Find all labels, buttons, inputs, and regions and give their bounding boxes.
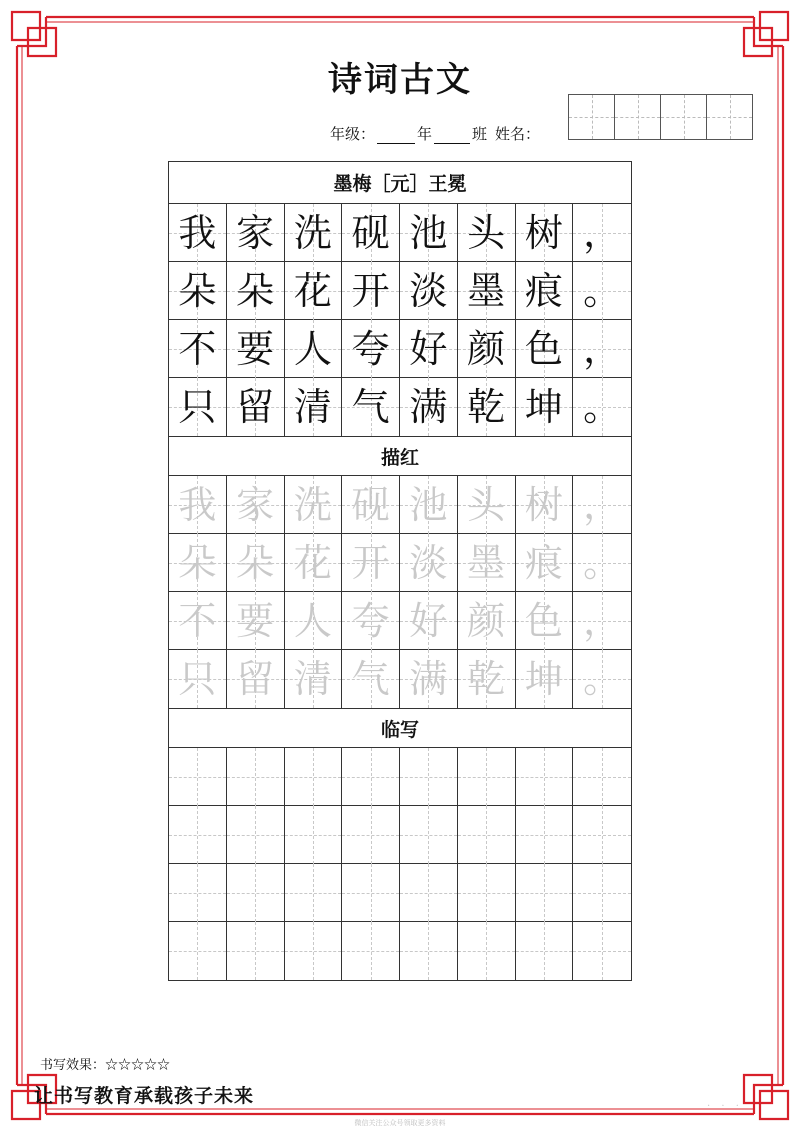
tianzige-cell bbox=[342, 534, 400, 592]
tianzige-cell bbox=[573, 262, 631, 320]
class-blank[interactable] bbox=[434, 130, 470, 144]
decor-dots: · · · bbox=[707, 1101, 743, 1112]
tianzige-cell[interactable] bbox=[573, 748, 631, 806]
tianzige-cell bbox=[169, 592, 227, 650]
copy-grid[interactable] bbox=[169, 748, 631, 980]
tianzige-cell bbox=[400, 262, 458, 320]
character: 。 bbox=[583, 657, 622, 701]
tianzige-cell bbox=[516, 476, 574, 534]
tianzige-cell[interactable] bbox=[516, 864, 574, 922]
character: 墨 bbox=[467, 541, 506, 585]
tianzige-cell bbox=[516, 650, 574, 708]
tianzige-cell bbox=[342, 262, 400, 320]
character: ， bbox=[583, 211, 622, 255]
tianzige-cell[interactable] bbox=[573, 922, 631, 980]
tianzige-cell bbox=[285, 650, 343, 708]
character: 我 bbox=[178, 211, 217, 255]
character: 只 bbox=[178, 385, 217, 429]
student-info-row bbox=[330, 123, 540, 144]
tianzige-cell bbox=[285, 534, 343, 592]
character: 洗 bbox=[293, 483, 332, 527]
tianzige-cell bbox=[516, 262, 574, 320]
grid-row bbox=[169, 864, 631, 922]
character: 朵 bbox=[236, 541, 275, 585]
grid-row bbox=[169, 378, 631, 436]
tianzige-cell bbox=[458, 320, 516, 378]
grid-row bbox=[169, 204, 631, 262]
tianzige-cell[interactable] bbox=[573, 806, 631, 864]
tianzige-cell bbox=[342, 378, 400, 436]
character: 砚 bbox=[351, 483, 390, 527]
tianzige-cell[interactable] bbox=[342, 864, 400, 922]
tianzige-cell bbox=[227, 262, 285, 320]
tianzige-cell[interactable] bbox=[342, 806, 400, 864]
tianzige-cell bbox=[458, 592, 516, 650]
grade-label: 年级： bbox=[330, 125, 376, 143]
character: 气 bbox=[351, 385, 390, 429]
character: 乾 bbox=[467, 385, 506, 429]
tianzige-cell bbox=[400, 476, 458, 534]
tianzige-cell[interactable] bbox=[285, 864, 343, 922]
character: 。 bbox=[583, 541, 622, 585]
character: 夸 bbox=[351, 327, 390, 371]
character: 砚 bbox=[351, 211, 390, 255]
tianzige-cell[interactable] bbox=[285, 748, 343, 806]
character: 家 bbox=[236, 483, 275, 527]
tianzige-cell bbox=[169, 534, 227, 592]
character: 清 bbox=[293, 385, 332, 429]
tianzige-cell bbox=[400, 204, 458, 262]
practice-sheet bbox=[168, 161, 632, 981]
character: 开 bbox=[351, 541, 390, 585]
character: 池 bbox=[409, 211, 448, 255]
tianzige-cell[interactable] bbox=[458, 806, 516, 864]
tianzige-cell bbox=[516, 204, 574, 262]
tianzige-cell bbox=[516, 378, 574, 436]
tianzige-cell bbox=[400, 378, 458, 436]
character: 乾 bbox=[467, 657, 506, 701]
tianzige-cell[interactable] bbox=[458, 864, 516, 922]
tianzige-cell bbox=[573, 534, 631, 592]
tianzige-cell bbox=[400, 592, 458, 650]
tianzige-cell[interactable] bbox=[169, 806, 227, 864]
tianzige-cell bbox=[400, 320, 458, 378]
tianzige-cell bbox=[342, 204, 400, 262]
character: 淡 bbox=[409, 269, 448, 313]
tianzige-cell bbox=[400, 534, 458, 592]
poem-grid bbox=[169, 204, 631, 436]
grid-row bbox=[169, 262, 631, 320]
tianzige-cell[interactable] bbox=[573, 864, 631, 922]
tianzige-cell[interactable] bbox=[169, 748, 227, 806]
tianzige-cell[interactable] bbox=[516, 922, 574, 980]
tianzige-cell bbox=[169, 320, 227, 378]
page-title: 诗词古文 bbox=[328, 60, 472, 100]
grid-row bbox=[169, 320, 631, 378]
rating-text: 书写效果：☆☆☆☆☆ bbox=[40, 1058, 171, 1073]
copy-header: 临写 bbox=[169, 708, 631, 748]
tianzige-cell bbox=[516, 534, 574, 592]
tianzige-cell bbox=[227, 650, 285, 708]
character: 人 bbox=[293, 599, 332, 643]
grade-year-blank[interactable] bbox=[377, 130, 415, 144]
character: 坤 bbox=[524, 657, 563, 701]
character: 要 bbox=[236, 599, 275, 643]
tianzige-cell bbox=[516, 592, 574, 650]
tianzige-cell bbox=[285, 262, 343, 320]
character: 头 bbox=[467, 483, 506, 527]
tianzige-cell bbox=[285, 378, 343, 436]
slogan-text: 让书写教育承载孩子未来 bbox=[34, 1085, 255, 1107]
tianzige-cell bbox=[458, 262, 516, 320]
character: 留 bbox=[236, 657, 275, 701]
class-suffix: 班 bbox=[472, 125, 488, 143]
grid-row bbox=[169, 650, 631, 708]
character: ， bbox=[583, 483, 622, 527]
character: 朵 bbox=[236, 269, 275, 313]
character: 好 bbox=[409, 599, 448, 643]
tianzige-cell[interactable] bbox=[400, 748, 458, 806]
name-cell[interactable] bbox=[706, 94, 753, 140]
tianzige-cell[interactable] bbox=[400, 922, 458, 980]
character: 留 bbox=[236, 385, 275, 429]
tianzige-cell bbox=[458, 650, 516, 708]
character: ， bbox=[583, 599, 622, 643]
character: 颜 bbox=[467, 327, 506, 371]
tianzige-cell[interactable] bbox=[516, 806, 574, 864]
character: 淡 bbox=[409, 541, 448, 585]
tianzige-cell bbox=[227, 592, 285, 650]
tianzige-cell[interactable] bbox=[169, 922, 227, 980]
character: 墨 bbox=[467, 269, 506, 313]
trace-header: 描红 bbox=[169, 436, 631, 476]
grid-row bbox=[169, 748, 631, 806]
character: 头 bbox=[467, 211, 506, 255]
tianzige-cell[interactable] bbox=[516, 748, 574, 806]
character: 。 bbox=[583, 269, 622, 313]
tianzige-cell bbox=[516, 320, 574, 378]
character: 不 bbox=[178, 327, 217, 371]
tianzige-cell[interactable] bbox=[227, 748, 285, 806]
grid-row bbox=[169, 592, 631, 650]
name-cell[interactable] bbox=[660, 94, 707, 140]
tianzige-cell[interactable] bbox=[227, 922, 285, 980]
character: 朵 bbox=[178, 541, 217, 585]
tianzige-cell bbox=[458, 476, 516, 534]
tianzige-cell bbox=[227, 476, 285, 534]
tianzige-cell[interactable] bbox=[342, 748, 400, 806]
character: 色 bbox=[524, 327, 563, 371]
trace-grid bbox=[169, 476, 631, 708]
grid-row bbox=[169, 806, 631, 864]
character: ， bbox=[583, 327, 622, 371]
tianzige-cell[interactable] bbox=[227, 864, 285, 922]
tianzige-cell[interactable] bbox=[342, 922, 400, 980]
character: 气 bbox=[351, 657, 390, 701]
tianzige-cell bbox=[342, 476, 400, 534]
tianzige-cell bbox=[227, 534, 285, 592]
tianzige-cell bbox=[285, 592, 343, 650]
character: 满 bbox=[409, 385, 448, 429]
tianzige-cell[interactable] bbox=[285, 922, 343, 980]
tianzige-cell bbox=[227, 320, 285, 378]
poem-header: 墨梅［元］王冕 bbox=[169, 162, 631, 204]
character: 夸 bbox=[351, 599, 390, 643]
character: 只 bbox=[178, 657, 217, 701]
tianzige-cell bbox=[285, 476, 343, 534]
tianzige-cell bbox=[458, 378, 516, 436]
character: 家 bbox=[236, 211, 275, 255]
character: 花 bbox=[293, 269, 332, 313]
name-cell[interactable] bbox=[614, 94, 661, 140]
character: 。 bbox=[583, 385, 622, 429]
tianzige-cell bbox=[285, 320, 343, 378]
character: 不 bbox=[178, 599, 217, 643]
character: 朵 bbox=[178, 269, 217, 313]
character: 清 bbox=[293, 657, 332, 701]
tianzige-cell bbox=[342, 592, 400, 650]
character: 树 bbox=[524, 483, 563, 527]
character: 洗 bbox=[293, 211, 332, 255]
character: 人 bbox=[293, 327, 332, 371]
name-grid[interactable] bbox=[569, 94, 753, 140]
tianzige-cell bbox=[573, 204, 631, 262]
character: 我 bbox=[178, 483, 217, 527]
tianzige-cell[interactable] bbox=[458, 922, 516, 980]
tianzige-cell bbox=[169, 262, 227, 320]
grid-row bbox=[169, 476, 631, 534]
tianzige-cell[interactable] bbox=[227, 806, 285, 864]
character: 颜 bbox=[467, 599, 506, 643]
tianzige-cell bbox=[227, 204, 285, 262]
tianzige-cell bbox=[169, 204, 227, 262]
tianzige-cell bbox=[169, 650, 227, 708]
tianzige-cell bbox=[400, 650, 458, 708]
tianzige-cell[interactable] bbox=[285, 806, 343, 864]
tianzige-cell bbox=[169, 476, 227, 534]
tianzige-cell bbox=[285, 204, 343, 262]
tianzige-cell[interactable] bbox=[458, 748, 516, 806]
name-label: 姓名： bbox=[495, 125, 541, 143]
tianzige-cell[interactable] bbox=[400, 864, 458, 922]
tianzige-cell bbox=[227, 378, 285, 436]
tianzige-cell bbox=[169, 378, 227, 436]
tianzige-cell bbox=[342, 320, 400, 378]
tianzige-cell bbox=[458, 204, 516, 262]
character: 痕 bbox=[524, 269, 563, 313]
tianzige-cell[interactable] bbox=[169, 864, 227, 922]
character: 树 bbox=[524, 211, 563, 255]
tianzige-cell bbox=[573, 378, 631, 436]
character: 痕 bbox=[524, 541, 563, 585]
character: 好 bbox=[409, 327, 448, 371]
character: 池 bbox=[409, 483, 448, 527]
tianzige-cell[interactable] bbox=[400, 806, 458, 864]
character: 要 bbox=[236, 327, 275, 371]
tianzige-cell bbox=[573, 320, 631, 378]
character: 坤 bbox=[524, 385, 563, 429]
character: 开 bbox=[351, 269, 390, 313]
tianzige-cell bbox=[458, 534, 516, 592]
tianzige-cell bbox=[573, 592, 631, 650]
tianzige-cell bbox=[573, 650, 631, 708]
tianzige-cell bbox=[342, 650, 400, 708]
year-suffix: 年 bbox=[417, 125, 433, 143]
name-cell[interactable] bbox=[568, 94, 615, 140]
character: 花 bbox=[293, 541, 332, 585]
tianzige-cell bbox=[573, 476, 631, 534]
character: 满 bbox=[409, 657, 448, 701]
bottom-note: 微信关注公众号领取更多资料 bbox=[354, 1119, 446, 1127]
character: 色 bbox=[524, 599, 563, 643]
grid-row bbox=[169, 534, 631, 592]
grid-row bbox=[169, 922, 631, 980]
